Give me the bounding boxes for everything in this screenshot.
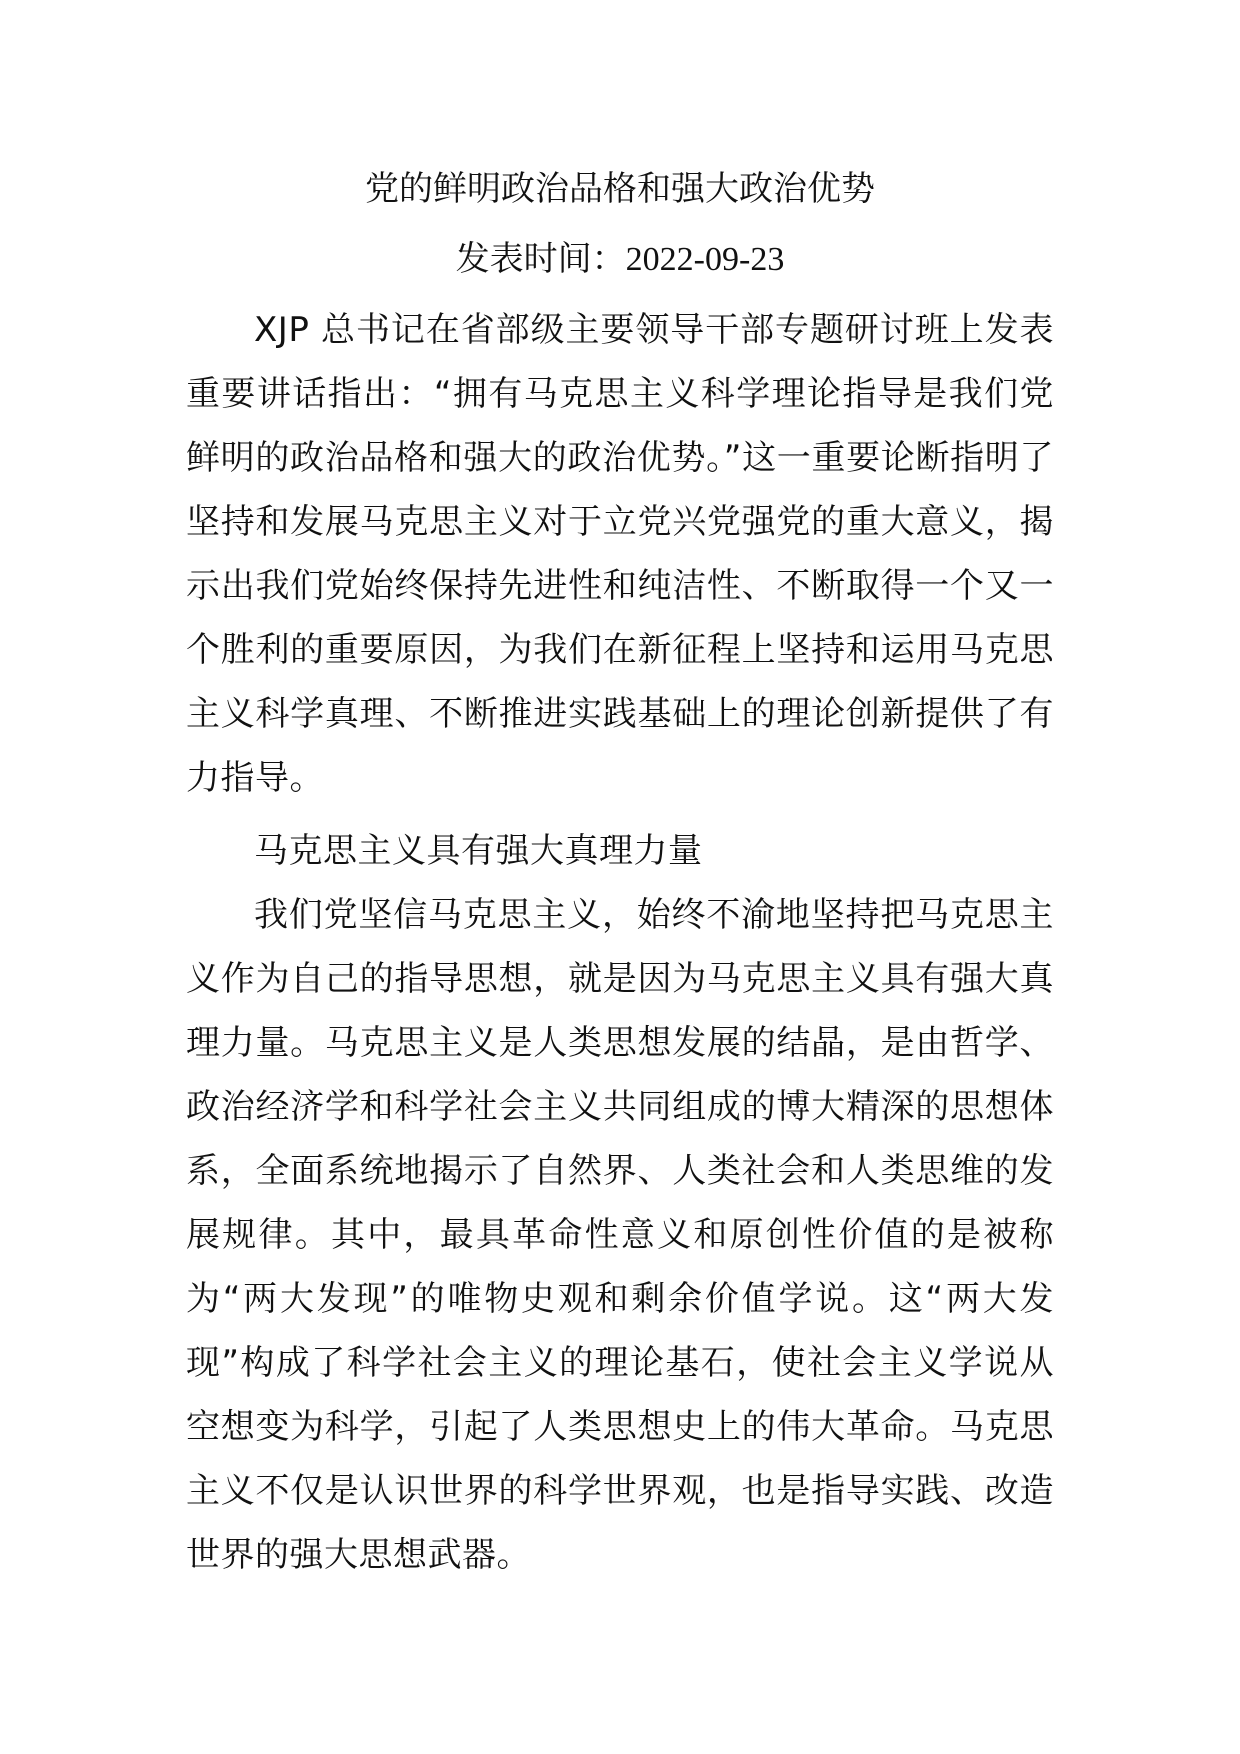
paragraph-truth-power: 我们党坚信马克思主义，始终不渝地坚持把马克思主义作为自己的指导思想，就是因为马克思主义具有强大真理力量。马克思主义是人类思想发展的结晶，是由哲学、政治经济学和科学社会主义共同组成的博大精深的思想体系，全面系统地揭示了自然界、人类社会和人类思维的发展规律。其中，最具革命性意义和原创性价值的是被称为“两大发现”的唯物史观和剩余价值学说。这“两大发现”构成了科学社会主义的理论基石，使社会主义学说从空想变为科学，引起了人类思想史上的伟大革命。马克思主义不仅是认识世界的科学世界观，也是指导实践、改造世界的强大思想武器。 xyxy=(186,895,1054,1575)
paragraph-intro: XJP 总书记在省部级主要领导干部专题研讨班上发表重要讲话指出：“拥有马克思主义科学理论指导是我们党鲜明的政治品格和强大的政治优势。”这一重要论断指明了坚持和发展马克思主义对于立党兴党强党的重大意义，揭示出我们党始终保持先进性和纯洁性、不断取得一个又一个胜利的重要原因，为我们在新征程上坚持和运用马克思主义科学真理、不断推进实践基础上的理论创新提供了有力指导。 xyxy=(186,310,1054,798)
publish-date-label: 发表时间： xyxy=(455,239,626,279)
publish-date-value: 2022-09-23 xyxy=(625,241,785,278)
publish-date xyxy=(0,236,1240,283)
document-title: 党的鲜明政治品格和强大政治优势 xyxy=(365,169,875,209)
section-heading: 马克思主义具有强大真理力量 xyxy=(254,831,703,871)
